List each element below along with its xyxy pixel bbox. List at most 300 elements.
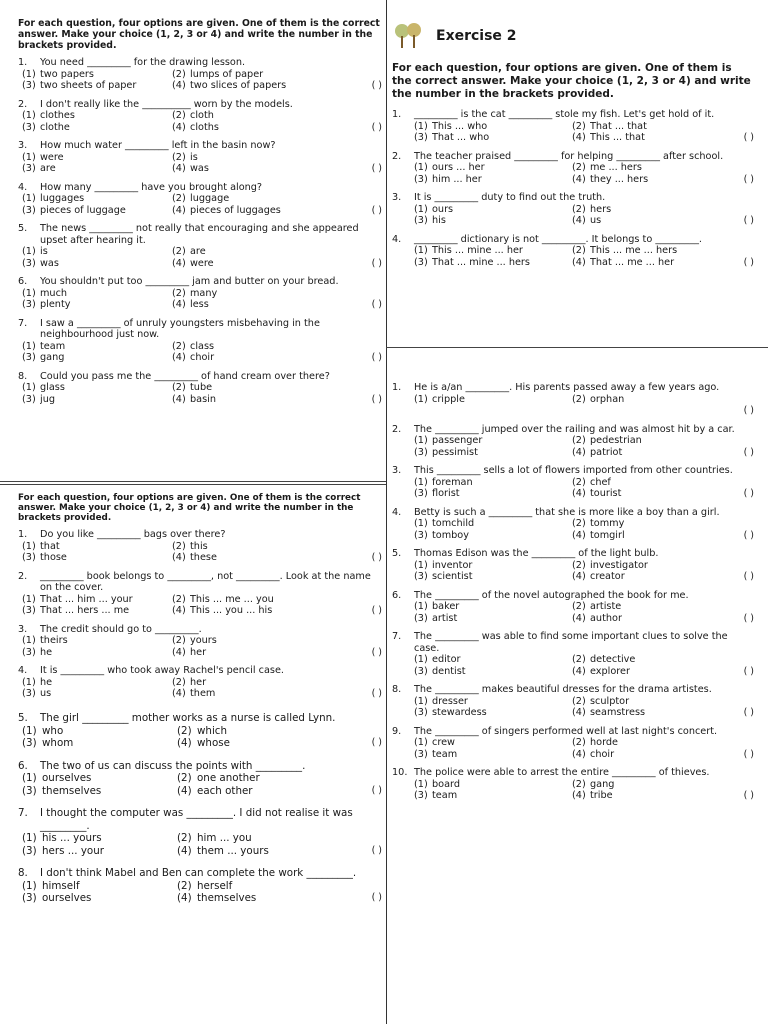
question-list xyxy=(392,109,754,268)
options-grid xyxy=(22,880,382,905)
question-stem xyxy=(392,109,754,121)
question-text: The teacher praised _________ for helping _________ after school. xyxy=(414,150,724,162)
option-text: his xyxy=(432,215,446,226)
option-text: artist xyxy=(432,612,458,624)
option-text: two sheets of paper xyxy=(40,80,137,91)
question-stem xyxy=(18,712,382,725)
question-stem xyxy=(392,424,754,436)
option-text: his ... yours xyxy=(42,832,102,844)
option-number: (2) xyxy=(177,879,192,892)
option-number: (2) xyxy=(572,601,586,612)
option-text: themselves xyxy=(197,892,257,904)
option-text: himself xyxy=(42,879,80,892)
question-text: How many _________ have you brought along? xyxy=(40,181,263,193)
option-text: seamstress xyxy=(590,707,646,718)
question-text: The news _________ not really that encouraging and she appeared upset after hearing it. xyxy=(40,223,359,246)
question-item xyxy=(392,590,754,625)
option-text: team xyxy=(432,790,458,801)
option-number: (1) xyxy=(414,435,428,446)
question-number: 8. xyxy=(18,370,28,382)
answer-bracket[interactable]: ( ) xyxy=(371,163,382,174)
option-text: choir xyxy=(190,352,215,363)
option-text: him ... you xyxy=(197,832,252,844)
options-grid xyxy=(414,560,754,583)
section-divider-left-1 xyxy=(0,481,386,482)
answer-bracket[interactable]: ( ) xyxy=(743,790,754,801)
question-text: Could you pass me the _________ of hand cream over there? xyxy=(40,370,330,382)
question-number: 1. xyxy=(18,529,28,540)
option-number: (4) xyxy=(572,748,586,760)
question-text: He is a/an _________. His parents passed away a few years ago. xyxy=(414,382,720,393)
options-grid xyxy=(414,477,754,500)
answer-bracket[interactable]: ( ) xyxy=(371,299,382,310)
answer-bracket[interactable]: ( ) xyxy=(743,748,754,760)
spacer xyxy=(720,654,754,666)
option-text: one another xyxy=(197,772,260,784)
option-text: team xyxy=(432,748,458,760)
question-text: You shouldn't put too _________ jam and butter on your bread. xyxy=(40,276,339,287)
option-text: these xyxy=(190,552,217,563)
answer-bracket[interactable]: ( ) xyxy=(743,707,754,718)
option-text: was xyxy=(190,163,209,174)
question-item xyxy=(18,712,382,750)
option-text: pessimist xyxy=(432,446,478,458)
question-stem xyxy=(18,529,382,541)
answer-bracket[interactable]: ( ) xyxy=(371,352,382,363)
question-number: 9. xyxy=(392,725,402,737)
answer-bracket[interactable]: ( ) xyxy=(743,529,754,541)
options-grid xyxy=(22,677,382,700)
question-item xyxy=(18,624,382,659)
question-stem xyxy=(18,760,382,773)
answer-bracket[interactable]: ( ) xyxy=(371,892,382,903)
answer-bracket[interactable]: ( ) xyxy=(371,737,382,748)
options-grid xyxy=(22,725,382,750)
option-text: this xyxy=(190,540,208,552)
question-text: The _________ makes beautiful dresses for the drama artistes. xyxy=(414,684,712,695)
option-number: (1) xyxy=(22,676,36,688)
question-text: Betty is such a _________ that she is more like a boy than a girl. xyxy=(414,506,720,518)
option-text: board xyxy=(432,778,460,790)
option-number: (3) xyxy=(414,748,428,760)
option-text: he xyxy=(40,646,53,658)
question-stem xyxy=(392,726,754,738)
options-grid xyxy=(22,772,382,797)
answer-bracket[interactable]: ( ) xyxy=(371,688,382,699)
option-text: pieces of luggage xyxy=(40,204,126,216)
option-number: (4) xyxy=(177,892,192,904)
option-text: who xyxy=(42,724,64,737)
answer-bracket[interactable]: ( ) xyxy=(371,552,382,563)
option-text: they ... hers xyxy=(590,173,649,185)
option-number: (4) xyxy=(172,552,186,563)
option-text: That ... hers ... me xyxy=(40,605,130,616)
spacer xyxy=(720,560,754,572)
option-text: them ... yours xyxy=(197,844,269,857)
option-number: (1) xyxy=(22,382,36,393)
answer-bracket[interactable]: ( ) xyxy=(743,132,754,143)
option-text: tomchild xyxy=(432,518,475,529)
question-item xyxy=(392,684,754,719)
option-number: (4) xyxy=(572,529,586,541)
options-grid xyxy=(22,832,382,857)
option-text: are xyxy=(40,163,56,174)
answer-bracket[interactable]: ( ) xyxy=(743,488,754,499)
option-number: (1) xyxy=(414,393,428,405)
question-number: 1. xyxy=(392,382,402,393)
question-item xyxy=(18,223,382,269)
question-text: The _________ of the novel autographed the book for me. xyxy=(414,589,689,601)
option-text: gang xyxy=(590,778,615,790)
question-item xyxy=(18,140,382,175)
option-text xyxy=(590,405,720,417)
instruction-text: For each question, four options are given. One of them is the correct answer. Make your choice (1, 2, 3 or 4) and write the number in the brackets provided. xyxy=(18,493,361,523)
option-text: him ... her xyxy=(432,173,482,185)
question-text: I don't think Mabel and Ben can complete the work _________. xyxy=(40,867,357,879)
option-text: team xyxy=(40,340,66,352)
option-number: (4) xyxy=(172,393,186,405)
option-number: (2) xyxy=(172,68,186,80)
options-grid xyxy=(414,162,754,185)
option-number: (2) xyxy=(572,162,586,173)
spacer xyxy=(350,341,382,353)
option-number: (2) xyxy=(572,654,586,665)
option-text: artiste xyxy=(590,601,622,612)
question-item xyxy=(18,665,382,700)
option-number: (4) xyxy=(172,257,186,269)
option-number: (1) xyxy=(414,601,428,612)
option-text: whom xyxy=(42,737,74,749)
option-number: (3) xyxy=(22,688,36,699)
options-grid xyxy=(414,435,754,458)
option-text: tommy xyxy=(590,518,625,529)
question-number: 3. xyxy=(392,465,402,476)
answer-bracket[interactable]: ( ) xyxy=(743,612,754,624)
options-grid xyxy=(22,152,382,175)
question-number: 6. xyxy=(18,759,28,772)
option-number: (2) xyxy=(572,435,586,446)
question-item xyxy=(18,867,382,905)
option-number: (2) xyxy=(572,476,586,488)
question-item xyxy=(392,424,754,459)
option-text: were xyxy=(40,151,64,163)
option-number: (3) xyxy=(22,393,36,405)
answer-bracket[interactable]: ( ) xyxy=(743,446,754,458)
option-number: (4) xyxy=(172,299,186,310)
left-column xyxy=(18,18,382,412)
options-grid xyxy=(22,288,382,311)
option-number: (2) xyxy=(172,676,186,688)
question-item xyxy=(18,57,382,92)
question-item xyxy=(392,465,754,500)
question-number: 7. xyxy=(392,631,402,642)
option-number: (2) xyxy=(572,737,586,748)
options-grid xyxy=(414,518,754,541)
right-column xyxy=(392,22,754,275)
question-stem xyxy=(392,465,754,477)
answer-bracket[interactable]: ( ) xyxy=(371,784,382,796)
spacer xyxy=(720,696,754,708)
section-divider-right xyxy=(386,347,768,348)
left-section-2 xyxy=(18,493,382,707)
spacer xyxy=(350,193,382,205)
option-number: (4) xyxy=(172,121,186,133)
question-number: 7. xyxy=(18,317,28,329)
spacer xyxy=(350,541,382,553)
option-text: are xyxy=(190,246,206,257)
question-text: The _________ was able to find some important clues to solve the case. xyxy=(414,631,728,654)
option-text: lumps of paper xyxy=(190,68,264,80)
question-text: The two of us can discuss the points with _________. xyxy=(40,759,306,772)
option-number: (1) xyxy=(22,635,36,646)
options-grid xyxy=(414,696,754,719)
option-number: (2) xyxy=(177,724,192,737)
option-number: (4) xyxy=(172,204,186,216)
option-text: That ... mine ... hers xyxy=(432,256,530,268)
question-item xyxy=(392,631,754,677)
option-text: This ... me ... you xyxy=(190,593,274,605)
option-number: (3) xyxy=(22,80,36,91)
option-number: (3) xyxy=(22,605,36,616)
option-text: That ... that xyxy=(590,120,647,132)
option-number: (3) xyxy=(414,529,428,541)
option-number: (4) xyxy=(572,665,586,677)
option-text: us xyxy=(40,688,52,699)
option-text: inventor xyxy=(432,559,473,571)
option-number: (1) xyxy=(22,246,36,257)
option-number: (3) xyxy=(414,488,428,499)
question-list xyxy=(18,529,382,700)
option-number: (1) xyxy=(22,832,37,844)
option-number: (3) xyxy=(414,571,428,582)
option-number: (4) xyxy=(172,605,186,616)
option-text: baker xyxy=(432,601,460,612)
spacer xyxy=(350,382,382,394)
answer-bracket[interactable]: ( ) xyxy=(371,121,382,133)
option-number: (2) xyxy=(177,832,192,844)
option-text: That ... him ... your xyxy=(40,593,133,605)
option-number xyxy=(414,405,432,417)
question-number: 2. xyxy=(392,423,402,435)
option-text: two papers xyxy=(40,68,94,80)
option-number: (1) xyxy=(22,340,36,352)
option-text: cloth xyxy=(190,110,214,121)
answer-bracket[interactable]: ( ) xyxy=(371,257,382,269)
question-text: This _________ sells a lot of flowers imported from other countries. xyxy=(414,465,733,476)
option-number: (3) xyxy=(414,707,428,718)
option-number: (2) xyxy=(172,246,186,257)
option-number: (1) xyxy=(414,476,428,488)
question-stem xyxy=(392,151,754,163)
options-grid xyxy=(414,121,754,144)
option-number: (4) xyxy=(177,737,192,749)
option-number: (1) xyxy=(414,203,428,215)
question-list xyxy=(18,57,382,405)
question-number: 2. xyxy=(18,570,28,582)
options-grid xyxy=(414,737,754,760)
question-item xyxy=(18,99,382,134)
question-stem xyxy=(18,57,382,69)
answer-bracket[interactable]: ( ) xyxy=(743,665,754,677)
question-stem xyxy=(392,631,754,654)
option-text: creator xyxy=(590,571,625,582)
question-stem xyxy=(18,140,382,152)
exercise-title: Exercise 2 xyxy=(436,28,517,44)
option-number: (3) xyxy=(414,446,428,458)
option-number: (3) xyxy=(414,665,428,677)
question-stem xyxy=(392,192,754,204)
option-number: (1) xyxy=(22,879,37,892)
question-item xyxy=(18,760,382,798)
option-number: (1) xyxy=(414,120,428,132)
question-stem xyxy=(392,590,754,602)
question-stem xyxy=(392,382,754,394)
option-text: her xyxy=(190,676,207,688)
question-stem xyxy=(392,234,754,246)
option-text: That ... who xyxy=(432,132,490,143)
option-text: stewardess xyxy=(432,707,487,718)
option-number: (2) xyxy=(172,382,186,393)
answer-bracket[interactable]: ( ) xyxy=(371,393,382,405)
answer-bracket[interactable]: ( ) xyxy=(743,256,754,268)
option-number: (1) xyxy=(22,110,36,121)
option-number: (3) xyxy=(414,215,428,226)
option-text: scientist xyxy=(432,571,473,582)
spacer xyxy=(720,601,754,613)
option-number: (4) xyxy=(172,80,186,91)
option-text: horde xyxy=(590,737,618,748)
question-stem xyxy=(18,99,382,111)
options-grid xyxy=(22,382,382,405)
question-text: Do you like _________ bags over there? xyxy=(40,529,226,540)
options-grid xyxy=(22,635,382,658)
answer-bracket[interactable]: ( ) xyxy=(371,844,382,856)
option-number: (3) xyxy=(22,299,36,310)
question-item xyxy=(392,548,754,583)
answer-bracket[interactable]: ( ) xyxy=(371,204,382,216)
option-text: many xyxy=(190,287,218,299)
section-divider-left-2 xyxy=(0,484,386,485)
question-number: 5. xyxy=(18,223,28,234)
spacer xyxy=(350,69,382,81)
option-number: (2) xyxy=(172,540,186,552)
option-number: (2) xyxy=(172,193,186,204)
spacer xyxy=(720,245,754,257)
options-grid xyxy=(22,341,382,364)
spacer xyxy=(720,121,754,133)
answer-bracket[interactable]: ( ) xyxy=(743,215,754,226)
option-number: (3) xyxy=(414,612,428,624)
option-text: hers ... your xyxy=(42,844,104,857)
question-stem xyxy=(18,182,382,194)
option-number: (1) xyxy=(22,772,37,784)
option-number: (2) xyxy=(572,120,586,132)
answer-bracket[interactable]: ( ) xyxy=(371,646,382,658)
option-text: glass xyxy=(40,382,65,393)
question-stem xyxy=(18,276,382,288)
question-number: 2. xyxy=(392,150,402,162)
option-number: (2) xyxy=(572,393,586,405)
option-text: cripple xyxy=(432,393,465,405)
options-grid xyxy=(414,779,754,802)
options-grid xyxy=(414,601,754,624)
answer-bracket[interactable]: ( ) xyxy=(743,405,754,416)
option-text: tube xyxy=(190,382,213,393)
option-number: (1) xyxy=(22,540,36,552)
option-text: This ... who xyxy=(432,120,488,132)
option-text: ourselves xyxy=(42,772,92,784)
option-text: florist xyxy=(432,488,460,499)
question-number: 8. xyxy=(392,684,402,695)
option-number: (3) xyxy=(22,646,36,658)
option-number: (2) xyxy=(172,151,186,163)
option-number: (4) xyxy=(572,612,586,624)
option-number: (3) xyxy=(414,256,428,268)
question-text: The _________ of singers performed well at last night's concert. xyxy=(414,725,718,737)
options-grid xyxy=(414,394,754,417)
question-text: I saw a _________ of unruly youngsters misbehaving in the neighbourhood just now. xyxy=(40,317,320,340)
option-text: sculptor xyxy=(590,695,630,707)
question-stem xyxy=(18,665,382,677)
option-number: (2) xyxy=(572,518,586,529)
question-number: 8. xyxy=(18,867,28,879)
question-item xyxy=(392,382,754,417)
option-text: clothe xyxy=(40,121,70,133)
question-item xyxy=(392,507,754,542)
option-text: ourselves xyxy=(42,892,92,904)
question-item xyxy=(392,726,754,761)
option-number: (2) xyxy=(572,559,586,571)
option-number: (2) xyxy=(172,635,186,646)
option-number: (3) xyxy=(414,173,428,185)
column-divider xyxy=(386,0,387,1024)
option-number: (4) xyxy=(172,163,186,174)
option-number: (3) xyxy=(22,892,37,904)
option-text: tomboy xyxy=(432,529,469,541)
option-text: each other xyxy=(197,784,253,797)
spacer xyxy=(348,880,382,893)
option-text: orphan xyxy=(590,393,625,405)
option-text: investigator xyxy=(590,559,648,571)
option-text xyxy=(432,405,572,417)
answer-bracket[interactable]: ( ) xyxy=(743,173,754,185)
option-number: (1) xyxy=(414,778,428,790)
option-text: gang xyxy=(40,352,65,363)
question-item xyxy=(18,571,382,617)
option-text: This ... me ... hers xyxy=(590,245,678,256)
question-number: 4. xyxy=(18,181,28,193)
option-text: theirs xyxy=(40,635,68,646)
answer-bracket[interactable]: ( ) xyxy=(371,605,382,616)
option-number: (2) xyxy=(572,245,586,256)
option-number: (2) xyxy=(572,695,586,707)
option-text: those xyxy=(40,552,67,563)
option-text: her xyxy=(190,646,207,658)
question-number: 6. xyxy=(392,589,402,601)
option-number: (4) xyxy=(572,571,586,582)
option-number: (4) xyxy=(572,173,586,185)
option-text: is xyxy=(190,151,198,163)
question-stem xyxy=(392,507,754,519)
option-text: two slices of papers xyxy=(190,80,287,91)
answer-bracket[interactable]: ( ) xyxy=(743,571,754,582)
tree-icon xyxy=(392,22,426,50)
answer-bracket[interactable]: ( ) xyxy=(371,80,382,91)
options-grid xyxy=(22,594,382,617)
spacer xyxy=(720,477,754,489)
option-text: author xyxy=(590,612,622,624)
option-text: passenger xyxy=(432,435,483,446)
